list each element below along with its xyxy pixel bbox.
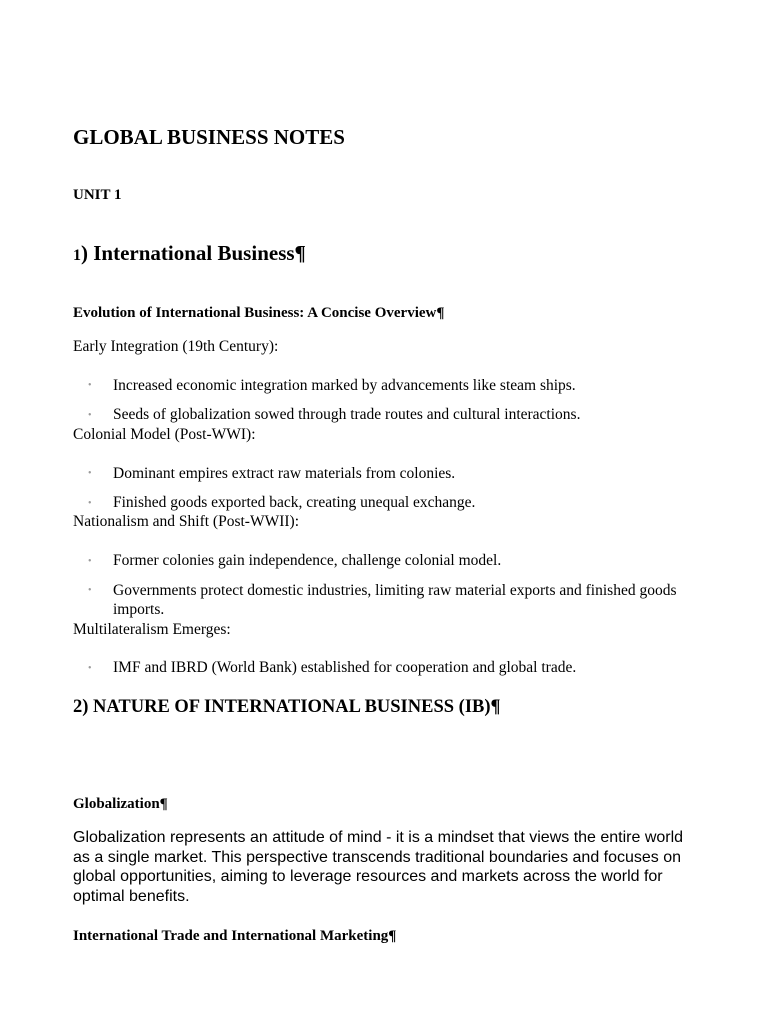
section-1-heading [73,241,306,266]
globalization-heading: Globalization¶ [73,796,168,812]
bullet-icon: • [88,468,92,479]
section-1-subheading: Evolution of International Business: A Concise Overview¶ [73,305,445,321]
section-1-heading-text: ) International Business¶ [81,241,306,265]
document-title: GLOBAL BUSINESS NOTES [73,125,345,149]
bullet-icon: • [88,498,92,509]
bullet-icon: • [88,410,92,421]
bullet-item: Former colonies gain independence, challenge colonial model. [113,552,502,569]
group-label-nationalism: Nationalism and Shift (Post-WWII): [73,513,299,530]
section-1-number: 1 [73,247,81,264]
bullet-icon: • [88,663,92,674]
group-label-multilateralism: Multilateralism Emerges: [73,621,231,638]
bullet-icon: • [88,380,92,391]
group-label-early-integration: Early Integration (19th Century): [73,338,279,355]
unit-label: UNIT 1 [73,187,122,203]
bullet-item: Seeds of globalization sowed through trade routes and cultural interactions. [113,406,581,423]
bullet-item: Increased economic integration marked by advancements like steam ships. [113,377,576,394]
bullet-item: Finished goods exported back, creating unequal exchange. [113,494,476,511]
group-label-colonial-model: Colonial Model (Post-WWI): [73,426,256,443]
bullet-icon: • [88,585,92,596]
bullet-item: Dominant empires extract raw materials from colonies. [113,465,456,482]
globalization-paragraph: Globalization represents an attitude of mind - it is a mindset that views the entire world as a single market. This perspective transcends traditional boundaries and focuses on global opportunities, aiming to leverage resources and markets across the world for optimal benefits. [73,829,684,905]
section-2-heading: 2) NATURE OF INTERNATIONAL BUSINESS (IB)¶ [73,697,501,717]
bullet-item: IMF and IBRD (World Bank) established for cooperation and global trade. [113,659,577,676]
trade-marketing-heading: International Trade and International Marketing¶ [73,928,397,944]
bullet-icon: • [88,556,92,567]
bullet-item: Governments protect domestic industries, limiting raw material exports and finished goods imports. [113,582,677,618]
